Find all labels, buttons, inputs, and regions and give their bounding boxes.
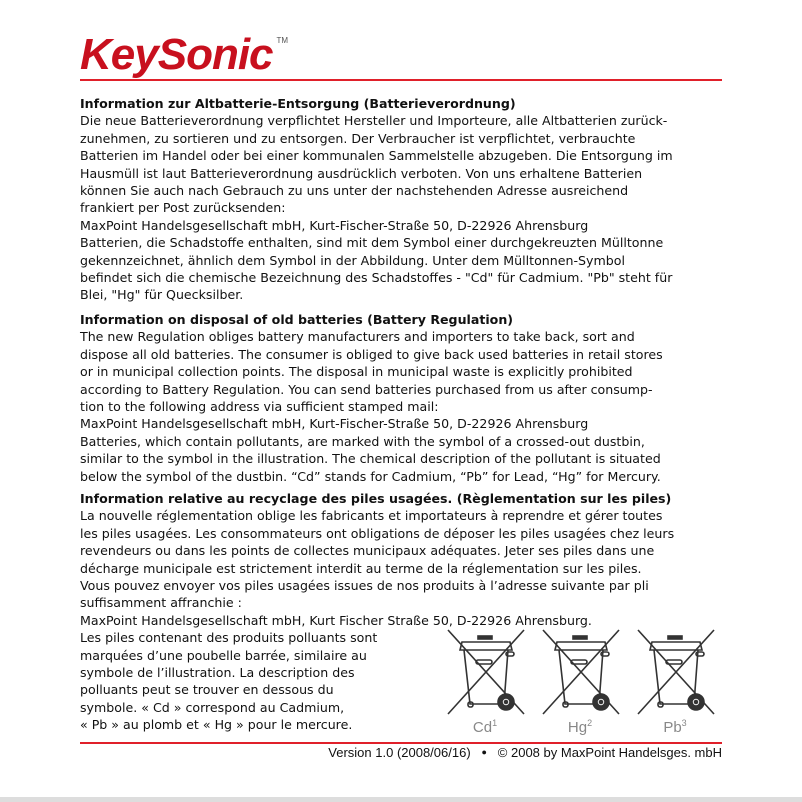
body-line: frankiert per Post zurücksenden: [80, 200, 286, 216]
body-line: les piles usagées. Les consommateurs ont obligations de déposer les piles usagées chez leurs [80, 525, 675, 541]
body-line: according to Battery Regulation. You can send batteries purchased from us after consump- [80, 381, 653, 397]
section-german [80, 95, 673, 304]
body-line: La nouvelle réglementation oblige les fabricants et importateurs à reprendre et gérer toutes [80, 508, 663, 524]
chemical-symbol: Hg [567, 719, 588, 736]
body-line: dispose all old batteries. The consumer is obliged to give back used batteries in retail stores [80, 346, 663, 362]
body-line: Batterien im Handel oder bei einer kommunalen Sammelstelle abzugeben. Die Entsorgung im [80, 148, 673, 164]
body-line: Hausmüll ist laut Batterieverordnung ausdrücklich verboten. Von uns erhaltene Batterien [80, 165, 643, 181]
body-line: Batteries, which contain pollutants, are marked with the symbol of a crossed-out dustbin, [80, 433, 645, 449]
header-rule [80, 79, 722, 81]
body-line: Batterien, die Schadstoffe enthalten, sind mit dem Symbol einer durchgekreuzten Mülltonne [80, 235, 664, 251]
body-line: marquées d’une poubelle barrée, similaire au [80, 647, 367, 663]
bin-label [630, 718, 720, 736]
body-line: or in municipal collection points. The disposal in municipal waste is explicitly prohibited [80, 364, 633, 380]
body-line: « Pb » au plomb et « Hg » pour le mercure. [80, 717, 353, 733]
body-line: Les piles contenant des produits polluants sont [80, 630, 378, 646]
footnote-number: 1 [492, 718, 498, 728]
body-line: befindet sich die chemische Bezeichnung des Schadstoffes - "Cd" für Cadmium. "Pb" steht für [80, 270, 673, 286]
body-line: MaxPoint Handelsgesellschaft mbH, Kurt-Fischer-Straße 50, D-22926 Ahrensburg [80, 217, 589, 233]
version-text: Version 1.0 (2008/06/16) [328, 745, 471, 760]
body-line: décharge municipale est strictement interdit au terme de la réglementation sur les piles. [80, 560, 642, 576]
footer [328, 745, 722, 760]
bullet: ● [481, 747, 487, 757]
crossed-bin-pb [630, 626, 720, 736]
body-line: similar to the symbol in the illustration. The chemical description of the pollutant is situated [80, 451, 661, 467]
chemical-symbol: Pb [663, 719, 682, 736]
body-line: polluants peut se trouver en dessous du [80, 682, 334, 698]
body-line: symbole. « Cd » correspond au Cadmium, [80, 699, 345, 715]
footnote-number: 3 [681, 718, 687, 728]
body-line: MaxPoint Handelsgesellschaft mbH, Kurt-Fischer-Straße 50, D-22926 Ahrensburg [80, 416, 589, 432]
page-edge [0, 797, 802, 802]
crossed-bin-cd [440, 626, 530, 736]
chemical-symbol: Cd [472, 719, 493, 736]
body-line: suffisamment affranchie : [80, 595, 242, 611]
body-line: tion to the following address via sufficient stamped mail: [80, 399, 439, 415]
crossed-bin-hg [535, 626, 625, 736]
footer-rule [80, 742, 722, 744]
section-heading: Information relative au recyclage des piles usagées. (Règlementation sur les piles) [80, 491, 672, 506]
crossed-bin-symbols [440, 626, 722, 736]
body-line: gekennzeichnet, ähnlich dem Symbol in der Abbildung. Unter dem Mülltonnen-Symbol [80, 252, 625, 268]
section-english [80, 311, 663, 485]
body-line: MaxPoint Handelsgesellschaft mbH, Kurt Fischer Straße 50, D-22926 Ahrensburg. [80, 612, 592, 628]
body-line: Blei, "Hg" für Quecksilber. [80, 287, 244, 303]
section-heading: Information on disposal of old batteries (Battery Regulation) [80, 312, 514, 327]
body-line: Vous pouvez envoyer vos piles usagées issues de nos produits à l’adresse suivante par pli [80, 578, 649, 594]
copyright-text: © 2008 by MaxPoint Handelsges. mbH [497, 745, 722, 760]
bin-label [440, 718, 530, 736]
trademark-mark: TM [276, 36, 289, 45]
body-line: Die neue Batterieverordnung verpflichtet Hersteller und Importeure, alle Altbatterien zurück- [80, 113, 668, 129]
footnote-number: 2 [587, 718, 593, 728]
body-line: können Sie auch nach Gebrauch zu uns unter der nachstehenden Adresse ausreichend [80, 183, 629, 199]
body-line: The new Regulation obliges battery manufacturers and importers to take back, sort and [80, 329, 635, 345]
keysonic-logo [80, 30, 288, 80]
logo-text: KeySonic [80, 30, 273, 79]
body-line: below the symbol of the dustbin. “Cd” stands for Cadmium, “Pb” for Lead, “Hg” for Mercury. [80, 468, 661, 484]
body-line: revendeurs ou dans les points de collectes municipaux adéquates. Jeter ses piles dans une [80, 543, 655, 559]
section-heading: Information zur Altbatterie-Entsorgung (Batterieverordnung) [80, 96, 516, 111]
bin-label [535, 718, 625, 736]
body-line: symbole de l’illustration. La description des [80, 665, 355, 681]
body-line: zunehmen, zu sortieren und zu entsorgen. Der Verbraucher ist verpflichtet, verbrauchte [80, 130, 636, 146]
